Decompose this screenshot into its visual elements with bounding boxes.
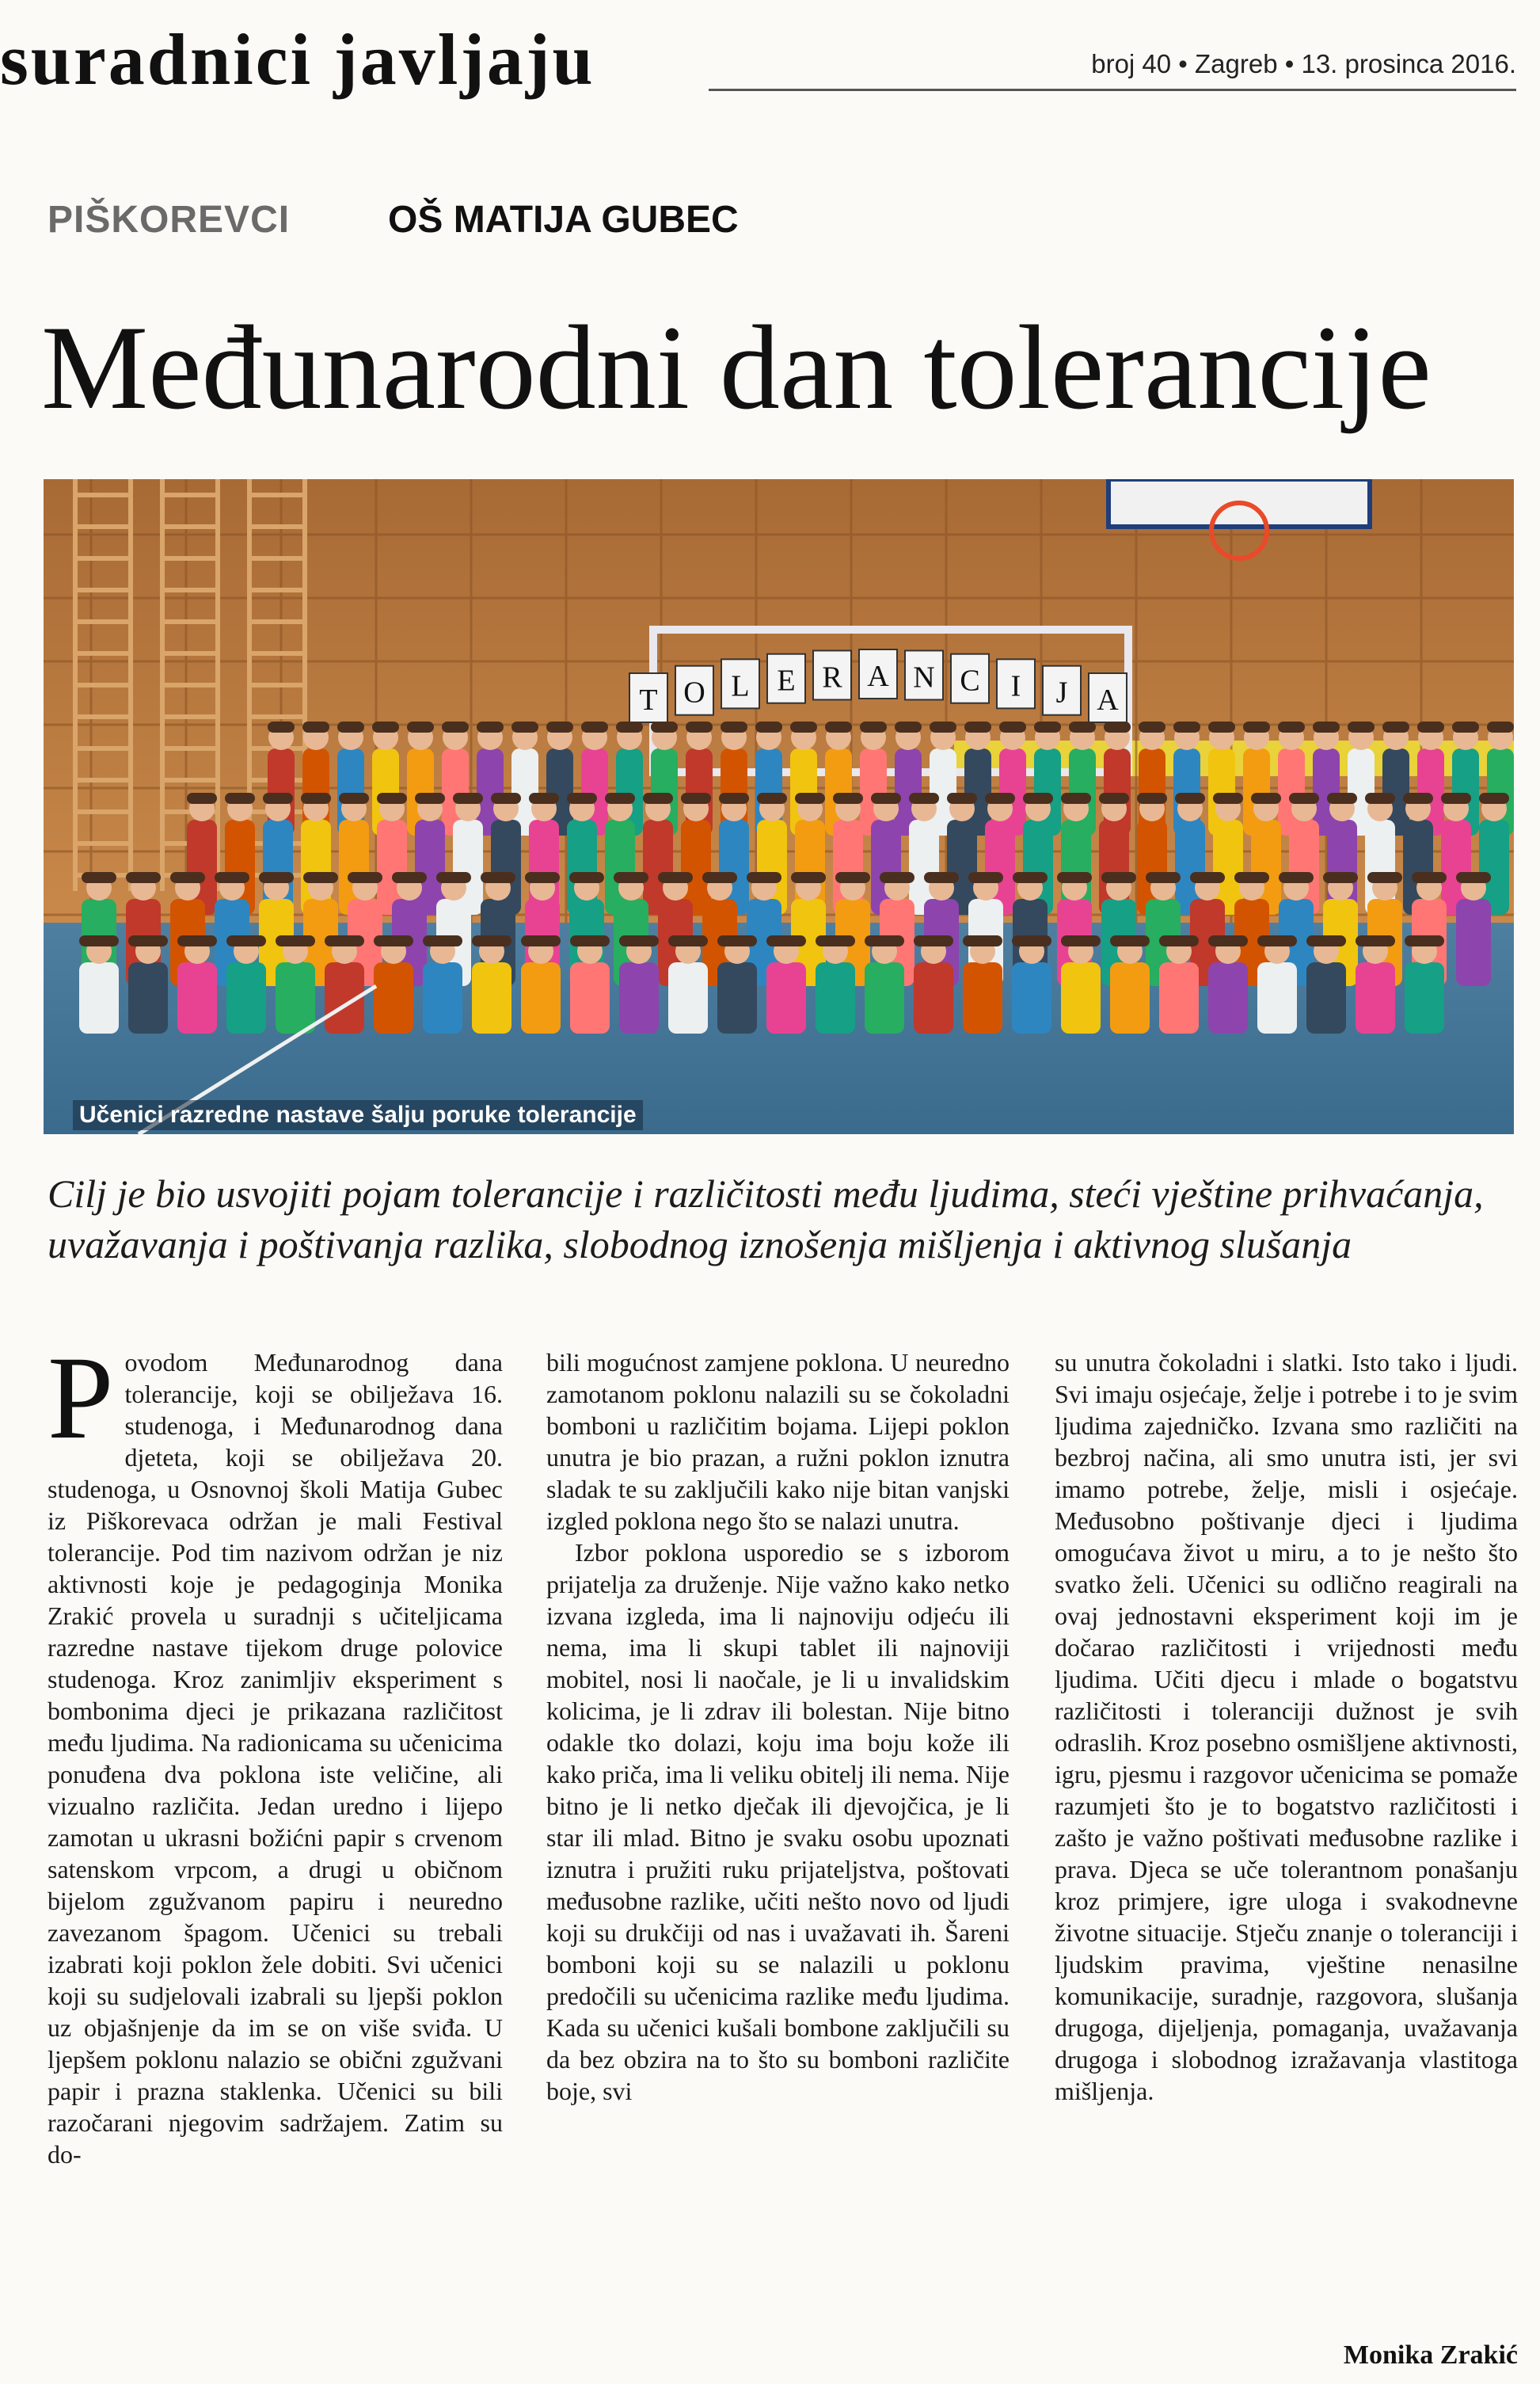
kicker-school: OŠ MATIJA GUBEC <box>388 199 739 241</box>
paragraph: bili mogućnost zamjene poklona. U neuredno zamotanom poklonu nalazili su se čokoladni bomboni u različitim bojama. Lijepi poklon unutra je bio prazan, a ružni poklon iznutra sladak te su zaključili kako nije bitan vanjski izgled poklona nego što se nalazi unutra. <box>546 1348 1010 1535</box>
sign-letter-card <box>905 650 943 699</box>
child-figure <box>511 722 538 836</box>
section-title: suradnici javljaju <box>0 19 595 100</box>
sign-letter-card <box>859 649 897 699</box>
text-column-3 <box>1055 1346 1518 2336</box>
sign-letter-card <box>813 650 851 699</box>
header-rule <box>709 89 1516 91</box>
photo-illustration <box>44 479 1514 1134</box>
article-headline: Međunarodni dan tolerancije <box>41 301 1432 434</box>
paragraph: ovodom Međunarodnog dana tolerancije, koji se obilježava 16. studenoga, i Međunarodnog dana djeteta, koji se obilježava 20. studenoga, u Osnovnoj školi Matija Gubec iz Piškorevaca održan je mali Festival tolerancije. Pod tim nazivom održan je niz aktivnosti koje je pedagoginja Monika Zrakić provela u suradnji s učiteljicama razredne nastave tijekom druge polovice studenoga. Kroz zanimljiv eksperiment s bombonima djeci je prikazana različitost među ljudima. Na radionicama su učenicima ponuđena dva poklona iste veličine, ali vizualno različita. Jedan uredno i lijepo zamotan u ukrasni božićni papir s crvenom satenskom vrpcom, a drugi u običnom bijelom zgužvanom papiru i neuredno zavezanom špagom. Učenici su trebali izabrati koji poklon žele dobiti. Svi učenici koji su sudjelovali izabrali su ljepši poklon uz objašnjenje da im se on više sviđa. U ljepšem poklonu nalazio se obični zgužvani papir i prazna staklenka. Učenici su bili razočarani njegovim sadržajem. Zatim su do- <box>48 1348 503 2169</box>
sign-letter: L <box>731 669 750 703</box>
photo-caption: Učenici razredne nastave šalju poruke tolerancije <box>73 1100 643 1130</box>
sign-letter-card <box>997 659 1035 708</box>
sign-letter: A <box>1097 684 1119 717</box>
sign-letter: E <box>777 664 796 698</box>
paragraph: su unutra čokoladni i slatki. Isto tako i ljudi. Svi imaju osjećaje, želje i potrebe i to je svim ljudima zajedničko. Izvana smo različiti na bezbroj načina, ali smo unutra isti, jer svi imamo potrebe, želje, misli i osjećaje. Međusobno poštivanje djeci i ljudima omogućava život u miru, a to je nešto što svatko želi. Učenici su odlično reagirali na ovaj jednostavni eksperiment koji im je dočarao različitosti i vrijednosti među ljudima. Učiti djecu i mlade o bogatstvu različitosti i toleranciji dužnost je svih odraslih. Kroz posebno osmišljene aktivnosti, igru, pjesmu i razgovor učenicima se pomaže razumjeti što je to bogatstvo različitosti i zašto je važno poštivati međusobne razlike i prava. Djeca se uče tolerantnom ponašanju kroz primjere, igre uloga i svakodnevne životne situacije. Stječu znanje o toleranciji i ljudskim pravima, vještine nenasilne komunikacije, suradnje, razgovora, slušanja drugoga, dijeljenja, pomaganja, uvažavanja drugoga i slobodnog izražavanja vlastitoga mišljenja. <box>1055 1348 1518 2105</box>
child-figure <box>1456 872 1491 986</box>
author-byline: Monika Zrakić <box>1343 2340 1518 2370</box>
child-figure <box>415 793 445 915</box>
child-figure <box>930 722 956 836</box>
drop-cap: P <box>48 1346 114 1464</box>
sign-letter: J <box>1055 676 1068 710</box>
sign-letter-card <box>629 673 667 722</box>
sign-letter-card <box>951 654 989 703</box>
paragraph: Izbor poklona usporedio se s izborom prijatelja za druženje. Nije važno kako netko izvana izgleda, ima li najnoviju odjeću ili nema, ima li skupi tablet ili najnoviji mobitel, nosi li naočale, je li u invalidskim kolicima, je li zdrav ili bolestan. Nije bitno odakle tko dolazi, koju ima boju kože ili kako priča, ima li veliku obitelj ili nema. Nije bitno je li netko dječak ili djevojčica, je li star ili mlad. Bitno je svaku osobu upoznati iznutra i pružiti ruku prijateljstva, poštovati međusobne razlike, učiti nešto novo od ljudi koji su drukčiji od nas i uvažavati ih. Šareni bomboni koji su se nalazili u poklonu predočili su učenicima razlike među ljudima. Kada su učenici kušali bombone zaključili su da bez obzira na to što su bomboni različite boje, svi <box>546 1538 1010 2105</box>
child-figure <box>947 793 977 915</box>
sign-letter: R <box>822 661 842 695</box>
sign-letter-card <box>1089 673 1127 722</box>
text-column-2 <box>546 1346 1010 2336</box>
child-figure <box>1213 793 1243 915</box>
sign-letter-card <box>767 654 805 703</box>
article-photo <box>44 479 1514 1134</box>
sign-letter: N <box>913 661 935 695</box>
sign-letter: O <box>683 676 705 710</box>
sign-letter-card <box>721 659 759 708</box>
issue-line: broj 40 • Zagreb • 13. prosinca 2016. <box>1091 49 1516 78</box>
sign-letter-card <box>675 666 713 715</box>
sign-letter: T <box>639 684 658 717</box>
kicker-place: PIŠKOREVCI <box>48 199 291 241</box>
child-figure <box>1479 793 1509 915</box>
child-figure <box>1348 722 1375 836</box>
sign-letter: C <box>960 664 980 698</box>
child-figure <box>681 793 711 915</box>
text-column-1 <box>48 1346 503 2336</box>
sign-letter: I <box>1010 669 1021 703</box>
sign-letter-card <box>1043 666 1081 715</box>
sign-letter: A <box>867 660 889 693</box>
article-lead: Cilj je bio usvojiti pojam tolerancije i različitosti među ljudima, steći vještine prihvaćanja, uvažavanja i poštivanja razlika, slobodnog iznošenja mišljenja i aktivnog slušanja <box>48 1171 1484 1266</box>
